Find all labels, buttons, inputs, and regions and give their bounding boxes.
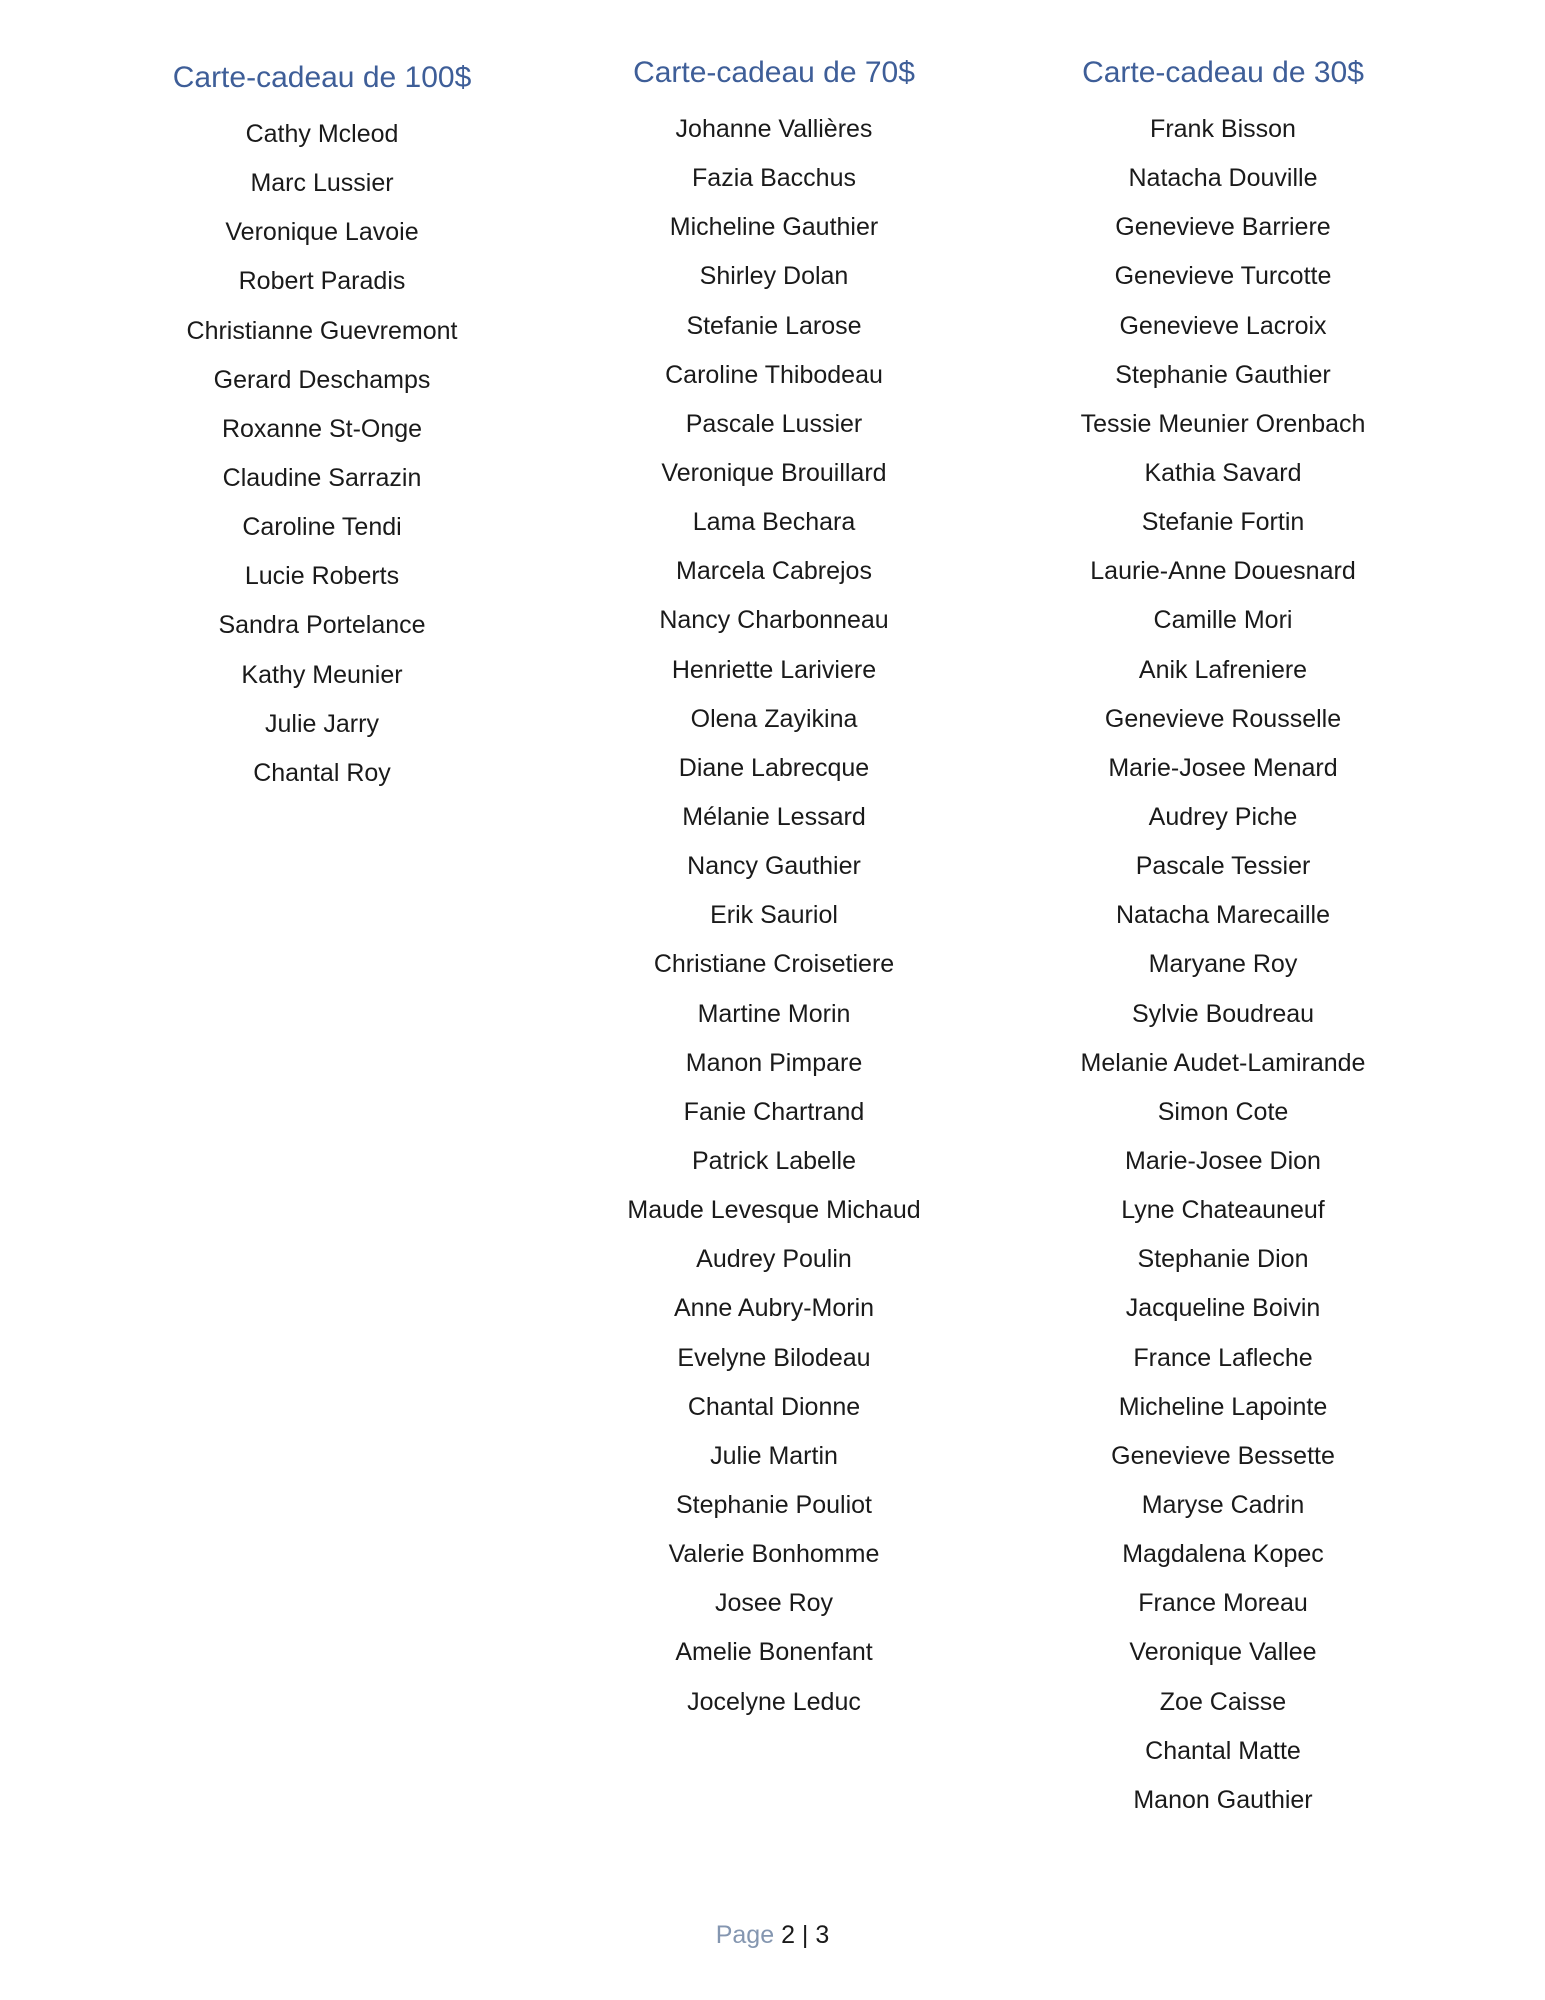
list-item: Erik Sauriol xyxy=(710,901,838,930)
list-item: Zoe Caisse xyxy=(1159,1687,1287,1716)
list-item: Manon Pimpare xyxy=(685,1048,863,1077)
list-item: Melanie Audet-Lamirande xyxy=(1080,1048,1366,1077)
list-item: Micheline Lapointe xyxy=(1118,1392,1328,1421)
column-title: Carte-cadeau de 100$ xyxy=(172,61,472,94)
list-item: Sylvie Boudreau xyxy=(1131,999,1315,1028)
list-item: Marcela Cabrejos xyxy=(676,557,872,586)
list-item: Maryane Roy xyxy=(1148,950,1298,979)
list-item: Genevieve Rousselle xyxy=(1104,704,1342,733)
list-item: Jacqueline Boivin xyxy=(1125,1294,1321,1323)
column-title: Carte-cadeau de 70$ xyxy=(633,56,915,89)
list-item: France Moreau xyxy=(1138,1589,1308,1618)
list-item: Marie-Josee Dion xyxy=(1125,1146,1321,1175)
list-item: Laurie-Anne Douesnard xyxy=(1090,557,1356,586)
total-pages: 3 xyxy=(815,1921,830,1949)
list-item: Stefanie Fortin xyxy=(1141,508,1305,537)
list-item: Simon Cote xyxy=(1157,1097,1289,1126)
list-item: Evelyne Bilodeau xyxy=(677,1343,871,1372)
list-item: Patrick Labelle xyxy=(692,1146,856,1175)
list-item: Sandra Portelance xyxy=(218,611,426,640)
name-list xyxy=(92,110,552,798)
list-item: Veronique Vallee xyxy=(1129,1638,1317,1667)
list-item: Robert Paradis xyxy=(238,267,406,296)
list-item: Stephanie Pouliot xyxy=(676,1490,872,1519)
list-item: Maryse Cadrin xyxy=(1141,1490,1305,1519)
current-page-number: 2 xyxy=(781,1921,795,1949)
list-item: Diane Labrecque xyxy=(678,753,870,782)
name-list xyxy=(993,105,1453,1825)
column-title: Carte-cadeau de 30$ xyxy=(1082,56,1364,89)
list-item: Caroline Thibodeau xyxy=(665,360,883,389)
list-item: Tessie Meunier Orenbach xyxy=(1080,409,1366,438)
list-item: Jocelyne Leduc xyxy=(687,1687,861,1716)
list-item: Shirley Dolan xyxy=(699,262,849,291)
list-item: Veronique Lavoie xyxy=(225,218,419,247)
list-item: Kathy Meunier xyxy=(241,660,403,689)
page-label: Page xyxy=(715,1921,775,1949)
page-footer xyxy=(0,1915,1545,1955)
page-separator: | xyxy=(801,1921,809,1949)
list-item: Lama Bechara xyxy=(692,508,856,537)
name-list xyxy=(544,105,1004,1727)
list-item: Genevieve Bessette xyxy=(1111,1441,1335,1470)
column-gift-card-30 xyxy=(993,51,1453,1825)
list-item: Anik Lafreniere xyxy=(1138,655,1308,684)
list-item: Natacha Douville xyxy=(1128,164,1318,193)
list-item: Veronique Brouillard xyxy=(661,458,887,487)
list-item: Lyne Chateauneuf xyxy=(1121,1196,1325,1225)
list-item: Stephanie Gauthier xyxy=(1115,360,1331,389)
list-item: Kathia Savard xyxy=(1144,458,1302,487)
list-item: Camille Mori xyxy=(1153,606,1293,635)
list-item: Audrey Poulin xyxy=(696,1245,852,1274)
list-item: Chantal Roy xyxy=(253,758,391,787)
list-item: Amelie Bonenfant xyxy=(675,1638,873,1667)
list-item: Marie-Josee Menard xyxy=(1108,753,1338,782)
list-item: Natacha Marecaille xyxy=(1116,901,1330,930)
list-item: Julie Jarry xyxy=(265,709,379,738)
list-item: Chantal Matte xyxy=(1145,1736,1301,1765)
list-item: Fazia Bacchus xyxy=(692,164,856,193)
list-item: Christianne Guevremont xyxy=(186,316,458,345)
list-item: Audrey Piche xyxy=(1148,802,1298,831)
column-gift-card-70 xyxy=(544,51,1004,1727)
list-item: Micheline Gauthier xyxy=(669,213,879,242)
list-item: Christiane Croisetiere xyxy=(653,950,895,979)
list-item: Fanie Chartrand xyxy=(683,1097,865,1126)
list-item: Genevieve Barriere xyxy=(1115,213,1331,242)
list-item: Nancy Charbonneau xyxy=(659,606,889,635)
list-item: Lucie Roberts xyxy=(244,562,400,591)
list-item: Chantal Dionne xyxy=(687,1392,861,1421)
list-item: Pascale Lussier xyxy=(685,409,863,438)
list-item: Cathy Mcleod xyxy=(245,120,399,148)
list-item: Manon Gauthier xyxy=(1133,1785,1313,1814)
column-gift-card-100 xyxy=(92,56,552,798)
list-item: Mélanie Lessard xyxy=(682,802,866,831)
list-item: Valerie Bonhomme xyxy=(668,1540,880,1569)
list-item: France Lafleche xyxy=(1133,1343,1313,1372)
list-item: Caroline Tendi xyxy=(242,513,402,542)
list-item: Gerard Deschamps xyxy=(213,365,431,394)
list-item: Anne Aubry-Morin xyxy=(673,1294,875,1323)
list-item: Claudine Sarrazin xyxy=(222,463,422,492)
list-item: Martine Morin xyxy=(697,999,851,1028)
list-item: Olena Zayikina xyxy=(690,704,858,733)
list-item: Julie Martin xyxy=(710,1441,838,1470)
list-item: Frank Bisson xyxy=(1150,115,1296,143)
list-item: Genevieve Lacroix xyxy=(1119,311,1327,340)
list-item: Stefanie Larose xyxy=(686,311,862,340)
list-item: Marc Lussier xyxy=(250,169,394,198)
list-item: Johanne Vallières xyxy=(675,115,873,143)
list-item: Pascale Tessier xyxy=(1135,852,1311,881)
list-item: Roxanne St-Onge xyxy=(221,414,423,443)
list-item: Magdalena Kopec xyxy=(1122,1540,1324,1569)
list-item: Henriette Lariviere xyxy=(671,655,877,684)
list-item: Maude Levesque Michaud xyxy=(627,1196,921,1225)
list-item: Nancy Gauthier xyxy=(687,852,861,881)
list-item: Stephanie Dion xyxy=(1137,1245,1309,1274)
list-item: Josee Roy xyxy=(714,1589,834,1618)
list-item: Genevieve Turcotte xyxy=(1114,262,1332,291)
